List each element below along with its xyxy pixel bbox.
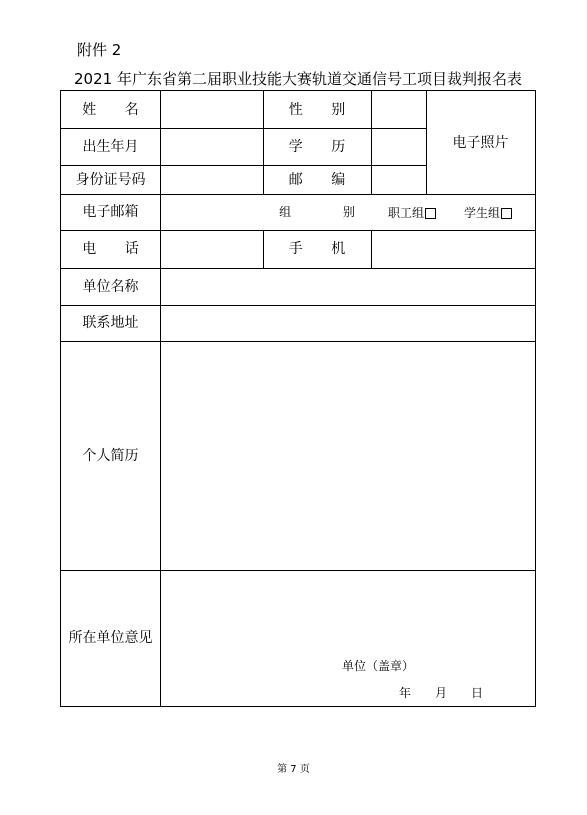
resume-label: 个人简历 bbox=[82, 447, 139, 464]
phone-label: 电 话 bbox=[82, 241, 151, 257]
postcode-label: 邮 编 bbox=[288, 171, 358, 188]
date-month: 月 bbox=[435, 686, 448, 700]
group-option-worker[interactable] bbox=[388, 205, 436, 221]
group-option-label: 职工组 bbox=[388, 206, 425, 220]
checkbox-icon[interactable] bbox=[501, 208, 512, 219]
group-option-label: 学生组 bbox=[464, 206, 501, 220]
document-title: 2021 年广东省第二届职业技能大赛轨道交通信号工项目裁判报名表 bbox=[74, 70, 522, 88]
col-divider bbox=[160, 91, 161, 706]
unit-name-label: 单位名称 bbox=[82, 278, 139, 295]
attachment-label: 附件 2 bbox=[77, 41, 122, 59]
col-divider bbox=[371, 230, 372, 268]
email-label: 电子邮箱 bbox=[82, 204, 139, 220]
page-number: 第 7 页 bbox=[277, 764, 310, 775]
photo-label: 电子照片 bbox=[452, 134, 509, 151]
address-label: 联系地址 bbox=[82, 315, 139, 331]
seal-label: 单位（盖章） bbox=[342, 659, 415, 673]
registration-form-table bbox=[60, 90, 536, 707]
col-divider bbox=[371, 91, 372, 194]
group-label: 组 别 bbox=[279, 205, 379, 219]
date-day: 日 bbox=[471, 686, 484, 700]
date-year: 年 bbox=[399, 686, 412, 700]
name-label: 姓 名 bbox=[82, 101, 151, 118]
unit-opinion-label: 所在单位意见 bbox=[68, 630, 153, 646]
mobile-label: 手 机 bbox=[288, 241, 358, 257]
education-label: 学 历 bbox=[288, 138, 358, 155]
gender-label: 性 别 bbox=[288, 101, 358, 118]
id-number-label: 身份证号码 bbox=[75, 171, 146, 188]
birth-date-label: 出生年月 bbox=[82, 138, 139, 155]
checkbox-icon[interactable] bbox=[425, 208, 436, 219]
group-option-student[interactable] bbox=[464, 205, 512, 221]
